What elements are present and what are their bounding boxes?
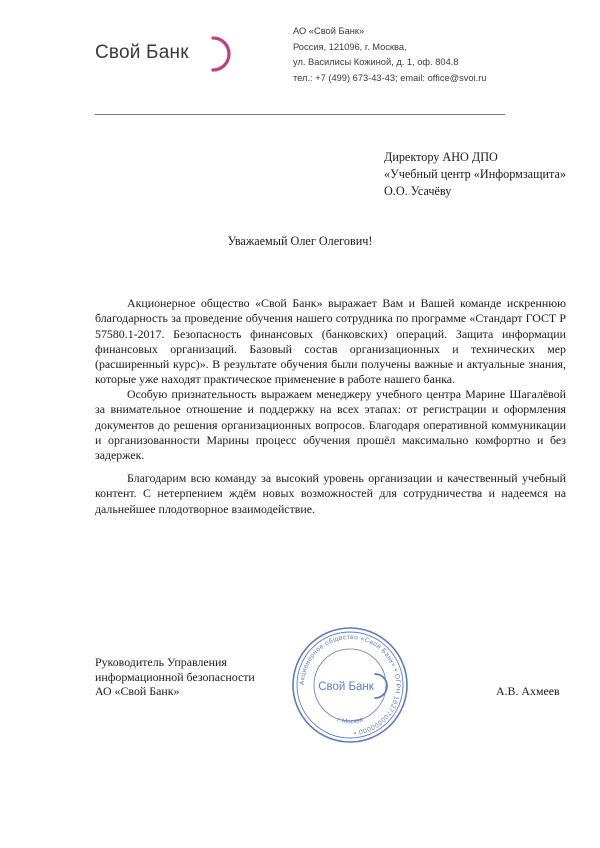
stamp-center-text: Свой Банк [318, 681, 374, 693]
addressee-line: «Учебный центр «Информзащита» [384, 167, 566, 181]
requisites-line: тел.: +7 (499) 673-43-43; email: office@svoi.ru [293, 72, 487, 83]
signatory-title-line: АО «Свой Банк» [95, 684, 180, 699]
requisites-line: Россия, 121096, г. Москва, [293, 41, 407, 52]
body-paragraph: Особую признательность выражаем менеджеру учебного центра Марине Шагалёвой за внимательное отношение и поддержку на всех этапах: от регистрации и оформления документов до решения организационных вопросов. Благодаря оперативной коммуникации и организованности Марины процесс обучения прошёл максимально комфортно и без задержек. [95, 387, 566, 463]
company-stamp [289, 624, 411, 746]
svg-text:г. Москва [336, 716, 364, 725]
signatory-title-line: информационной безопасности [95, 669, 255, 684]
requisites-line: АО «Свой Банк» [293, 26, 365, 36]
logo-text: Свой Банк [95, 42, 189, 63]
company-logo [95, 42, 189, 64]
signatory-title [95, 655, 255, 699]
company-requisites [293, 24, 486, 86]
requisites-line: ул. Василисы Кожиной, д. 1, оф. 804.8 [293, 57, 459, 68]
addressee-line: О.О. Усачёву [384, 184, 452, 198]
logo-arc-icon [207, 34, 233, 74]
signatory-name: А.В. Ахмеев [496, 684, 560, 698]
header-divider [95, 114, 505, 115]
stamp-ring-text: Акционерное общество «Свой Банк» • ОГРН 1027700000000 • [298, 633, 402, 736]
signatory-title-line: Руководитель Управления [95, 655, 227, 669]
stamp-city-text: г. Москва [336, 716, 364, 726]
addressee-block [384, 149, 566, 200]
addressee-line: Директору АНО ДПО [384, 150, 498, 164]
salutation: Уважаемый Олег Олегович! [227, 234, 373, 248]
body-paragraph: Благодарим всю команду за высокий уровень организации и качественный учебный контент. С нетерпением ждём новых возможностей для сотрудничества и надеемся на дальнейшее плодотворное взаимодействие. [95, 471, 566, 516]
body-paragraph: Акционерное общество «Свой Банк» выражает Вам и Вашей команде искреннюю благодарность за проведение обучения нашего сотрудника по программе «Стандарт ГОСТ Р 57580.1-2017. Безопасность финансовых (банковских) операций. Защита информации финансовых организаций. Базовый состав организационных и технических мер (расширенный курс)». В результате обучения были получены важные и актуальные знания, которые уже находят практическое применение в работе нашего банка. [95, 296, 566, 387]
